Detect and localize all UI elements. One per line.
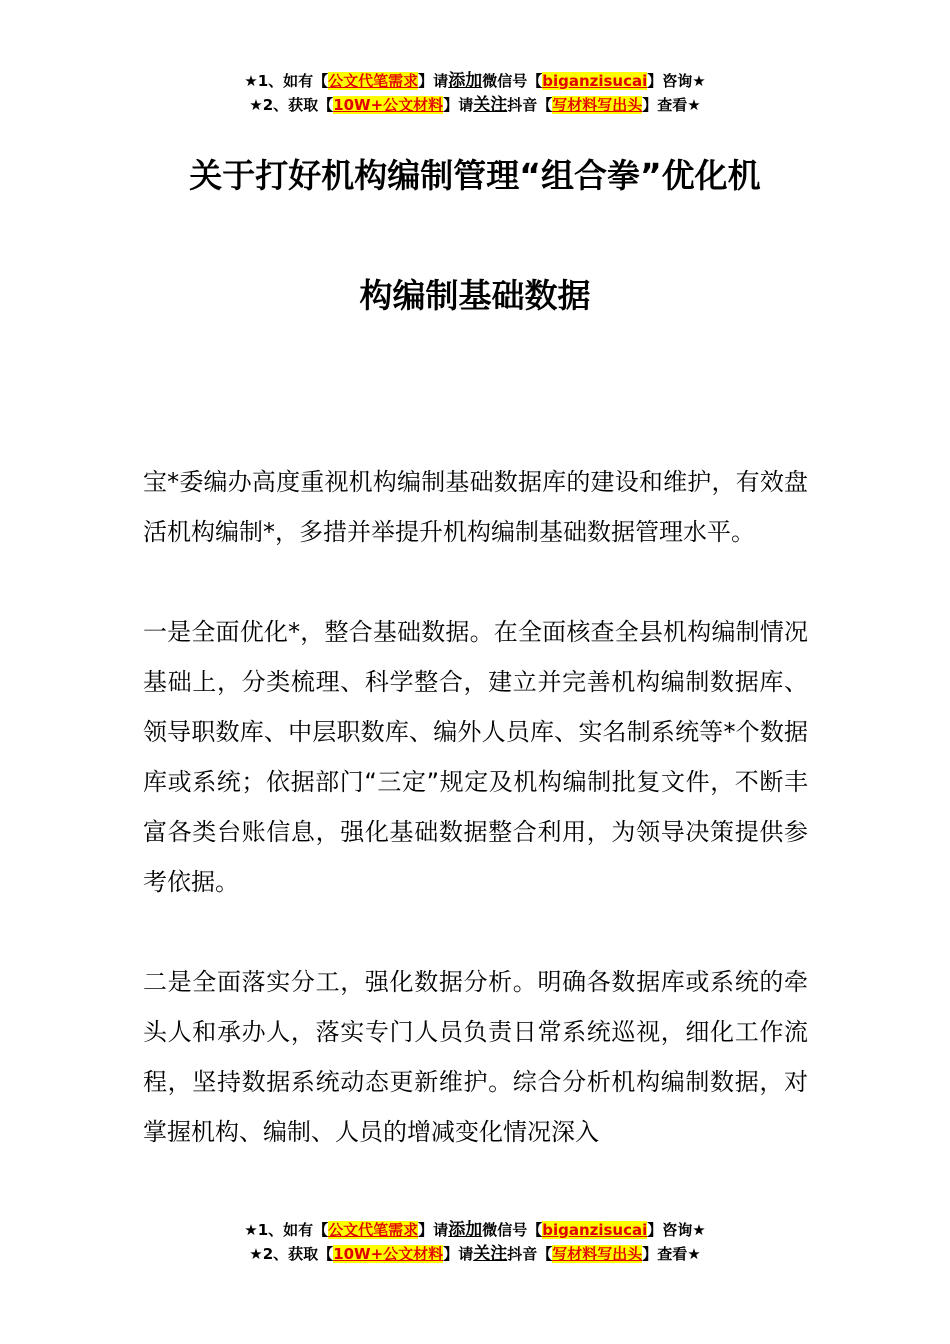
highlight: biganzisucai [542,1221,648,1239]
text: 微信号【 [482,1221,543,1239]
text: 】查看★ [642,96,701,114]
text: ★1、如有【 [244,72,329,90]
body-text [143,457,808,1207]
text: 】请 [418,72,449,90]
title-line-2: 构编制基础数据 [359,276,591,315]
text: 微信号【 [482,72,543,90]
text: 】咨询★ [647,1221,706,1239]
text: ★1、如有【 [244,1221,329,1239]
banner-line-2 [0,1242,950,1266]
footer-banner [0,1218,950,1266]
highlight: 公文代笔需求 [328,72,419,90]
paragraph: 宝*委编办高度重视机构编制基础数据库的建设和维护，有效盘活机构编制*，多措并举提升机构编制基础数据管理水平。 [143,468,808,546]
highlight: 写材料写出头 [552,1245,643,1263]
banner-line-1 [0,69,950,93]
banner-line-2 [0,93,950,117]
text: ★2、获取【 [249,96,334,114]
banner-line-1 [0,1218,950,1242]
text: ★2、获取【 [249,1245,334,1263]
paragraph: 一是全面优化*，整合基础数据。在全面核查全县机构编制情况基础上，分类梳理、科学整合，建立并完善机构编制数据库、领导职数库、中层职数库、编外人员库、实名制系统等*个数据库或系统；依据部门“三定”规定及机构编制批复文件，不断丰富各类台账信息，强化基础数据整合利用，为领导决策提供参考依据。 [143,618,808,896]
text: 关注 [473,1244,508,1264]
title-line-1: 关于打好机构编制管理“组合拳”优化机 [189,156,761,195]
highlight: 公文代笔需求 [328,1221,419,1239]
text: 】请 [443,96,474,114]
text: 】请 [418,1221,449,1239]
text: 】请 [443,1245,474,1263]
highlight: 写材料写出头 [552,96,643,114]
text: 添加 [448,1220,483,1240]
paragraph: 二是全面落实分工，强化数据分析。明确各数据库或系统的牵头人和承办人，落实专门人员负责日常系统巡视，细化工作流程，坚持数据系统动态更新维护。综合分析机构编制数据，对掌握机构、编制、人员的增减变化情况深入 [143,968,808,1146]
highlight: 10W+公文材料 [333,1245,444,1263]
text: 】咨询★ [647,72,706,90]
text: 】查看★ [642,1245,701,1263]
text: 抖音【 [507,1245,553,1263]
text: 添加 [448,71,483,91]
text: 关注 [473,95,508,115]
highlight: 10W+公文材料 [333,96,444,114]
highlight: biganzisucai [542,72,648,90]
header-banner [0,69,950,117]
text: 抖音【 [507,96,553,114]
